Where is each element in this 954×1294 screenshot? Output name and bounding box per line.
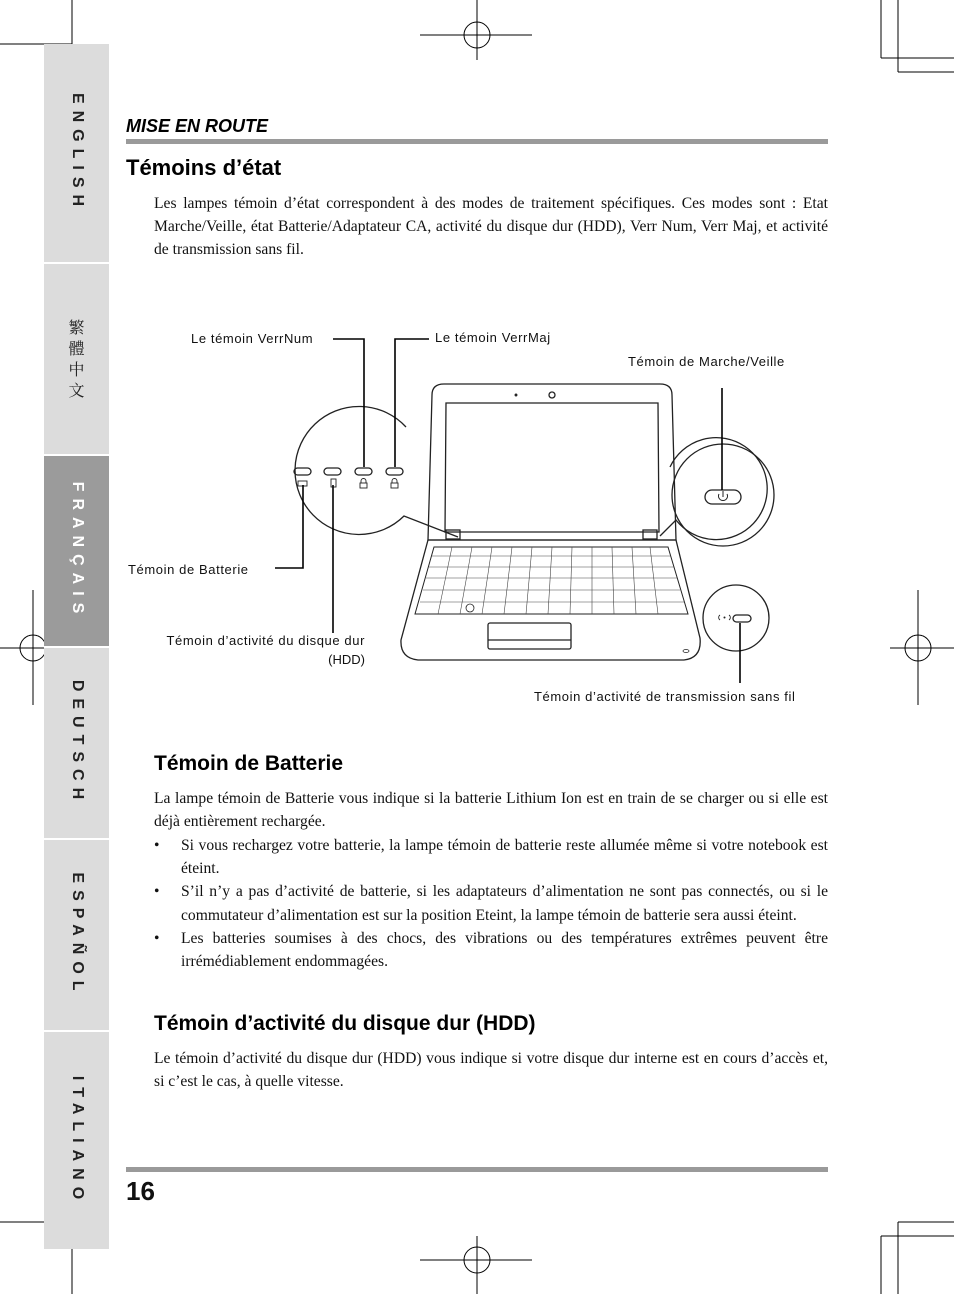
tab-label: 繁體中文	[68, 318, 85, 400]
tab-label: ENGLISH	[68, 92, 86, 214]
label-hdd	[143, 631, 365, 669]
section-title: MISE EN ROUTE	[126, 116, 269, 136]
wireless-zoom	[703, 585, 769, 651]
intro-paragraph: Les lampes témoin d’état correspondent à des modes de traitement spécifiques. Ces modes sont : Etat Marche/Veille, état Batterie/Adaptateur CA, activité du disque dur (HDD), Verr Num, Verr Maj, et activité de transmission sans fil.	[154, 195, 828, 259]
page-title: Témoins d’état	[126, 155, 282, 180]
hdd-heading: Témoin d’activité du disque dur (HDD)	[154, 1012, 536, 1035]
label-hdd-line2: (HDD)	[328, 652, 365, 667]
power-zoom	[660, 438, 774, 546]
tab-label: FRANÇAIS	[68, 481, 86, 621]
battery-heading: Témoin de Batterie	[154, 752, 344, 775]
page-number: 16	[126, 1176, 155, 1206]
list-item: • S’il n’y a pas d’activité de batterie, si les adaptateurs d’alimentation ne sont pas connectés, ou si le commutateur d’alimentation est sur la position Eteint, la lampe témoin de batterie sera aussi éteint.	[154, 883, 828, 924]
label-verrnum: Le témoin VerrNum	[191, 331, 314, 346]
list-item: • Les batteries soumises à des chocs, des vibrations ou des températures extrêmes peuvent être irrémédiablement endommagées.	[154, 929, 828, 971]
footer-rule	[126, 1167, 828, 1172]
tab-label: DEUTSCH	[68, 679, 86, 807]
label-verrmaj: Le témoin VerrMaj	[435, 330, 551, 345]
battery-paragraph: La lampe témoin de Batterie vous indique si la batterie Lithium Ion est en train de se charger ou si elle est déjà entièrement rechargée.	[154, 790, 828, 831]
hdd-paragraph: Le témoin d’activité du disque dur (HDD) vous indique si votre disque dur interne est en cours d’accès et, si c’est le cas, à quelle vitesse.	[154, 1050, 828, 1091]
battery-bullets	[154, 834, 828, 973]
label-battery: Témoin de Batterie	[128, 562, 249, 577]
indicator-icons	[298, 479, 398, 488]
label-power: Témoin de Marche/Veille	[628, 354, 785, 369]
tab-label: ITALIANO	[68, 1075, 86, 1206]
list-item: • Si vous rechargez votre batterie, la lampe témoin de batterie reste allumée même si votre notebook est éteint.	[154, 837, 828, 878]
indicator-zoom	[294, 406, 458, 537]
tab-label: ESPAÑOL	[68, 872, 86, 998]
label-wireless: Témoin d’activité de transmission sans fil	[534, 689, 796, 704]
laptop-illustration	[401, 384, 700, 660]
label-hdd-line1: Témoin d’activité du disque dur	[166, 633, 365, 648]
